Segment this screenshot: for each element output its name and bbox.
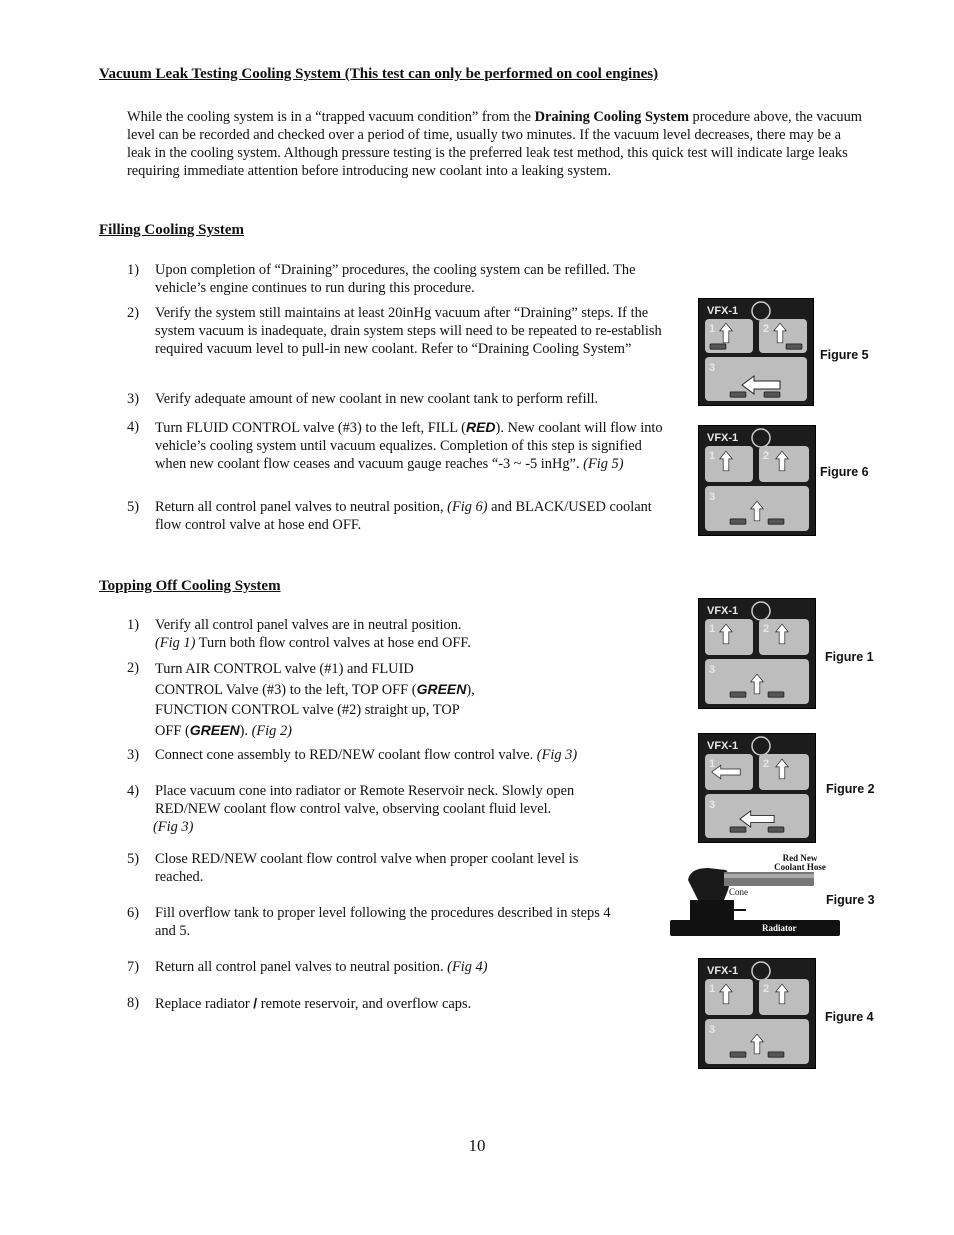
valve-number: 2 [763,450,770,462]
knob-icon [764,392,780,397]
item-text: ). New coolant will flow into vehicle’s cooling system until vacuum equalizes. Completion of this step is signified when new coolant flow ceases and vacuum gauge reaches “-3 ~ -5 inHg”. [155,420,663,472]
valve-number: 3 [709,362,716,374]
figure-ref: (Fig 2) [251,723,292,739]
list-number: 5) [127,499,139,515]
list-item [155,418,663,473]
list-number: 2) [127,305,139,321]
figure-5-label: Figure 5 [820,348,869,362]
valve-number: 3 [709,799,716,811]
valve-number: 1 [709,758,716,770]
item-text: Verify all control panel valves are in neutral position. [155,617,462,633]
logo-icon [752,429,770,447]
figure-ref: (Fig 3) [536,747,578,763]
item-text: Turn AIR CONTROL valve (#1) and FLUID [155,661,414,677]
hose-label: Red New [782,853,818,863]
para-text: While the cooling system is in a “trapped vacuum condition” from the [127,109,535,125]
knob-icon [786,344,802,349]
section-heading-filling: Filling Cooling System [99,222,245,238]
logo-icon [752,602,770,620]
list-number: 1) [127,617,139,633]
logo-icon [752,302,770,320]
list-number: 5) [127,851,139,867]
figure-2-label: Figure 2 [826,782,875,796]
item-text: FUNCTION CONTROL valve (#2) straight up, TOP [155,702,460,718]
valve-3-area [705,357,807,401]
knob-icon [768,519,784,524]
figure-ref: (Fig 6) [447,499,488,515]
figure-ref: (Fig 1) [155,635,196,651]
top-off-green-label: GREEN [416,681,467,697]
item-text: Return all control panel valves to neutral position. [155,959,448,975]
list-number: 1) [127,262,139,278]
list-number: 4) [127,419,139,435]
valve-number: 2 [763,623,770,635]
panel-title: VFX-1 [707,965,739,977]
control-panel-figure-5 [698,298,814,406]
list-item [155,746,655,764]
logo-icon [752,962,770,980]
list-number: 7) [127,959,139,975]
list-number: 4) [127,783,139,799]
valve-number: 2 [763,323,770,335]
para-bold-ref: Draining Cooling System [534,109,689,125]
panel-title: VFX-1 [707,605,739,617]
list-item: Close RED/NEW coolant flow control valve when proper coolant level is reached. [155,851,579,885]
knob-icon [768,1052,784,1057]
valve-number: 3 [709,491,716,503]
item-text: Return all control panel valves to neutral position, [155,499,448,515]
item-text: Replace radiator [155,996,254,1012]
valve-number: 3 [709,1024,716,1036]
list-number: 2) [127,660,139,676]
knob-icon [730,392,746,397]
control-panel-figure-4 [698,958,816,1069]
item-text: CONTROL Valve (#3) to the left, TOP OFF ( [155,682,417,698]
control-panel-figure-2 [698,733,816,843]
figure-ref: (Fig 4) [447,959,488,975]
radiator-neck-shape [690,900,734,922]
hose-highlight [724,874,814,878]
radiator-shape [670,920,840,936]
figure-1-label: Figure 1 [825,650,874,664]
figure-ref: (Fig 5) [583,456,624,472]
valve-number: 3 [709,664,716,676]
knob-icon [730,1052,746,1057]
item-text: Turn FLUID CONTROL valve (#3) to the left, FILL ( [155,420,466,436]
vacuum-leak-paragraph [127,108,862,180]
radiator-label: Radiator [762,923,797,933]
slash-glyph: / [253,995,258,1011]
panel-title: VFX-1 [707,740,739,752]
cone-shape [688,868,730,900]
para-text-cont: procedure above, the vacuum level can be recorded and checked over a period of time, usually two minutes. If the vacuum level decreases, there may be a leak in the cooling system. Although pressure testing is the preferred leak test method, this quick test will indicate large leaks requiring immediate attention before introducing new coolant into a leaking system. [127,109,862,179]
fill-red-label: RED [465,419,496,435]
list-number: 6) [127,905,139,921]
figure-ref: (Fig 3) [153,819,194,835]
item-text: Turn both flow control valves at hose end OFF. [195,635,471,651]
item-text: ), [466,682,475,698]
top-off-green-label: GREEN [189,722,240,738]
knob-icon [710,344,726,349]
valve-number: 1 [709,323,716,335]
valve-number: 1 [709,983,716,995]
figure-4-label: Figure 4 [825,1010,874,1024]
control-panel-figure-1 [698,598,816,709]
valve-number: 2 [763,983,770,995]
list-item: Upon completion of “Draining” procedures, the cooling system can be refilled. The vehicle’s engine continues to run during this procedure. [155,262,636,296]
item-text: remote reservoir, and overflow caps. [257,996,472,1012]
figure-3-label: Figure 3 [826,893,875,907]
list-item: Verify the system still maintains at least 20inHg vacuum after “Draining” steps. If the system vacuum is inadequate, drain system steps will need to be repeated to re-establish required vacuum level to pull-in new coolant. Refer to “Draining Cooling System” [155,305,662,357]
list-number: 3) [127,747,139,763]
valve-number: 1 [709,450,716,462]
list-item: Fill overflow tank to proper level following the procedures described in steps 4 and 5. [155,905,611,939]
cone-assembly-figure-3 [668,850,843,938]
hose-label: Coolant Hose [774,862,826,872]
list-item: Verify adequate amount of new coolant in new coolant tank to perform refill. [155,391,599,407]
list-item [155,498,665,534]
valve-number: 1 [709,623,716,635]
list-item [155,958,625,976]
logo-icon [752,737,770,755]
list-number: 3) [127,391,139,407]
knob-icon [730,692,746,697]
knob-icon [730,827,746,832]
list-item [155,782,625,818]
item-text: and BLACK/USED coolant flow control valve at hose end OFF. [155,499,652,533]
list-item [155,659,635,741]
list-item [155,994,625,1013]
cone-label: Cone [729,887,748,897]
list-number: 8) [127,995,139,1011]
section-heading-vacuum-leak: Vacuum Leak Testing Cooling System (This test can only be performed on cool engines) [99,66,659,82]
control-panel-figure-6 [698,425,816,536]
page-number: 10 [468,1136,486,1155]
item-text: Place vacuum cone into radiator or Remote Reservoir neck. Slowly open RED/NEW coolant flow control valve, observing coolant fluid level. [155,783,575,817]
panel-title: VFX-1 [707,305,739,317]
knob-icon [730,519,746,524]
item-text: Connect cone assembly to RED/NEW coolant flow control valve. [155,747,537,763]
panel-title: VFX-1 [707,432,739,444]
knob-icon [768,827,784,832]
section-heading-topping-off: Topping Off Cooling System [99,578,281,594]
item-text: OFF ( [155,723,190,739]
list-item [155,616,635,652]
item-text: ). [239,723,252,739]
valve-number: 2 [763,758,770,770]
figure-6-label: Figure 6 [820,465,869,479]
knob-icon [768,692,784,697]
